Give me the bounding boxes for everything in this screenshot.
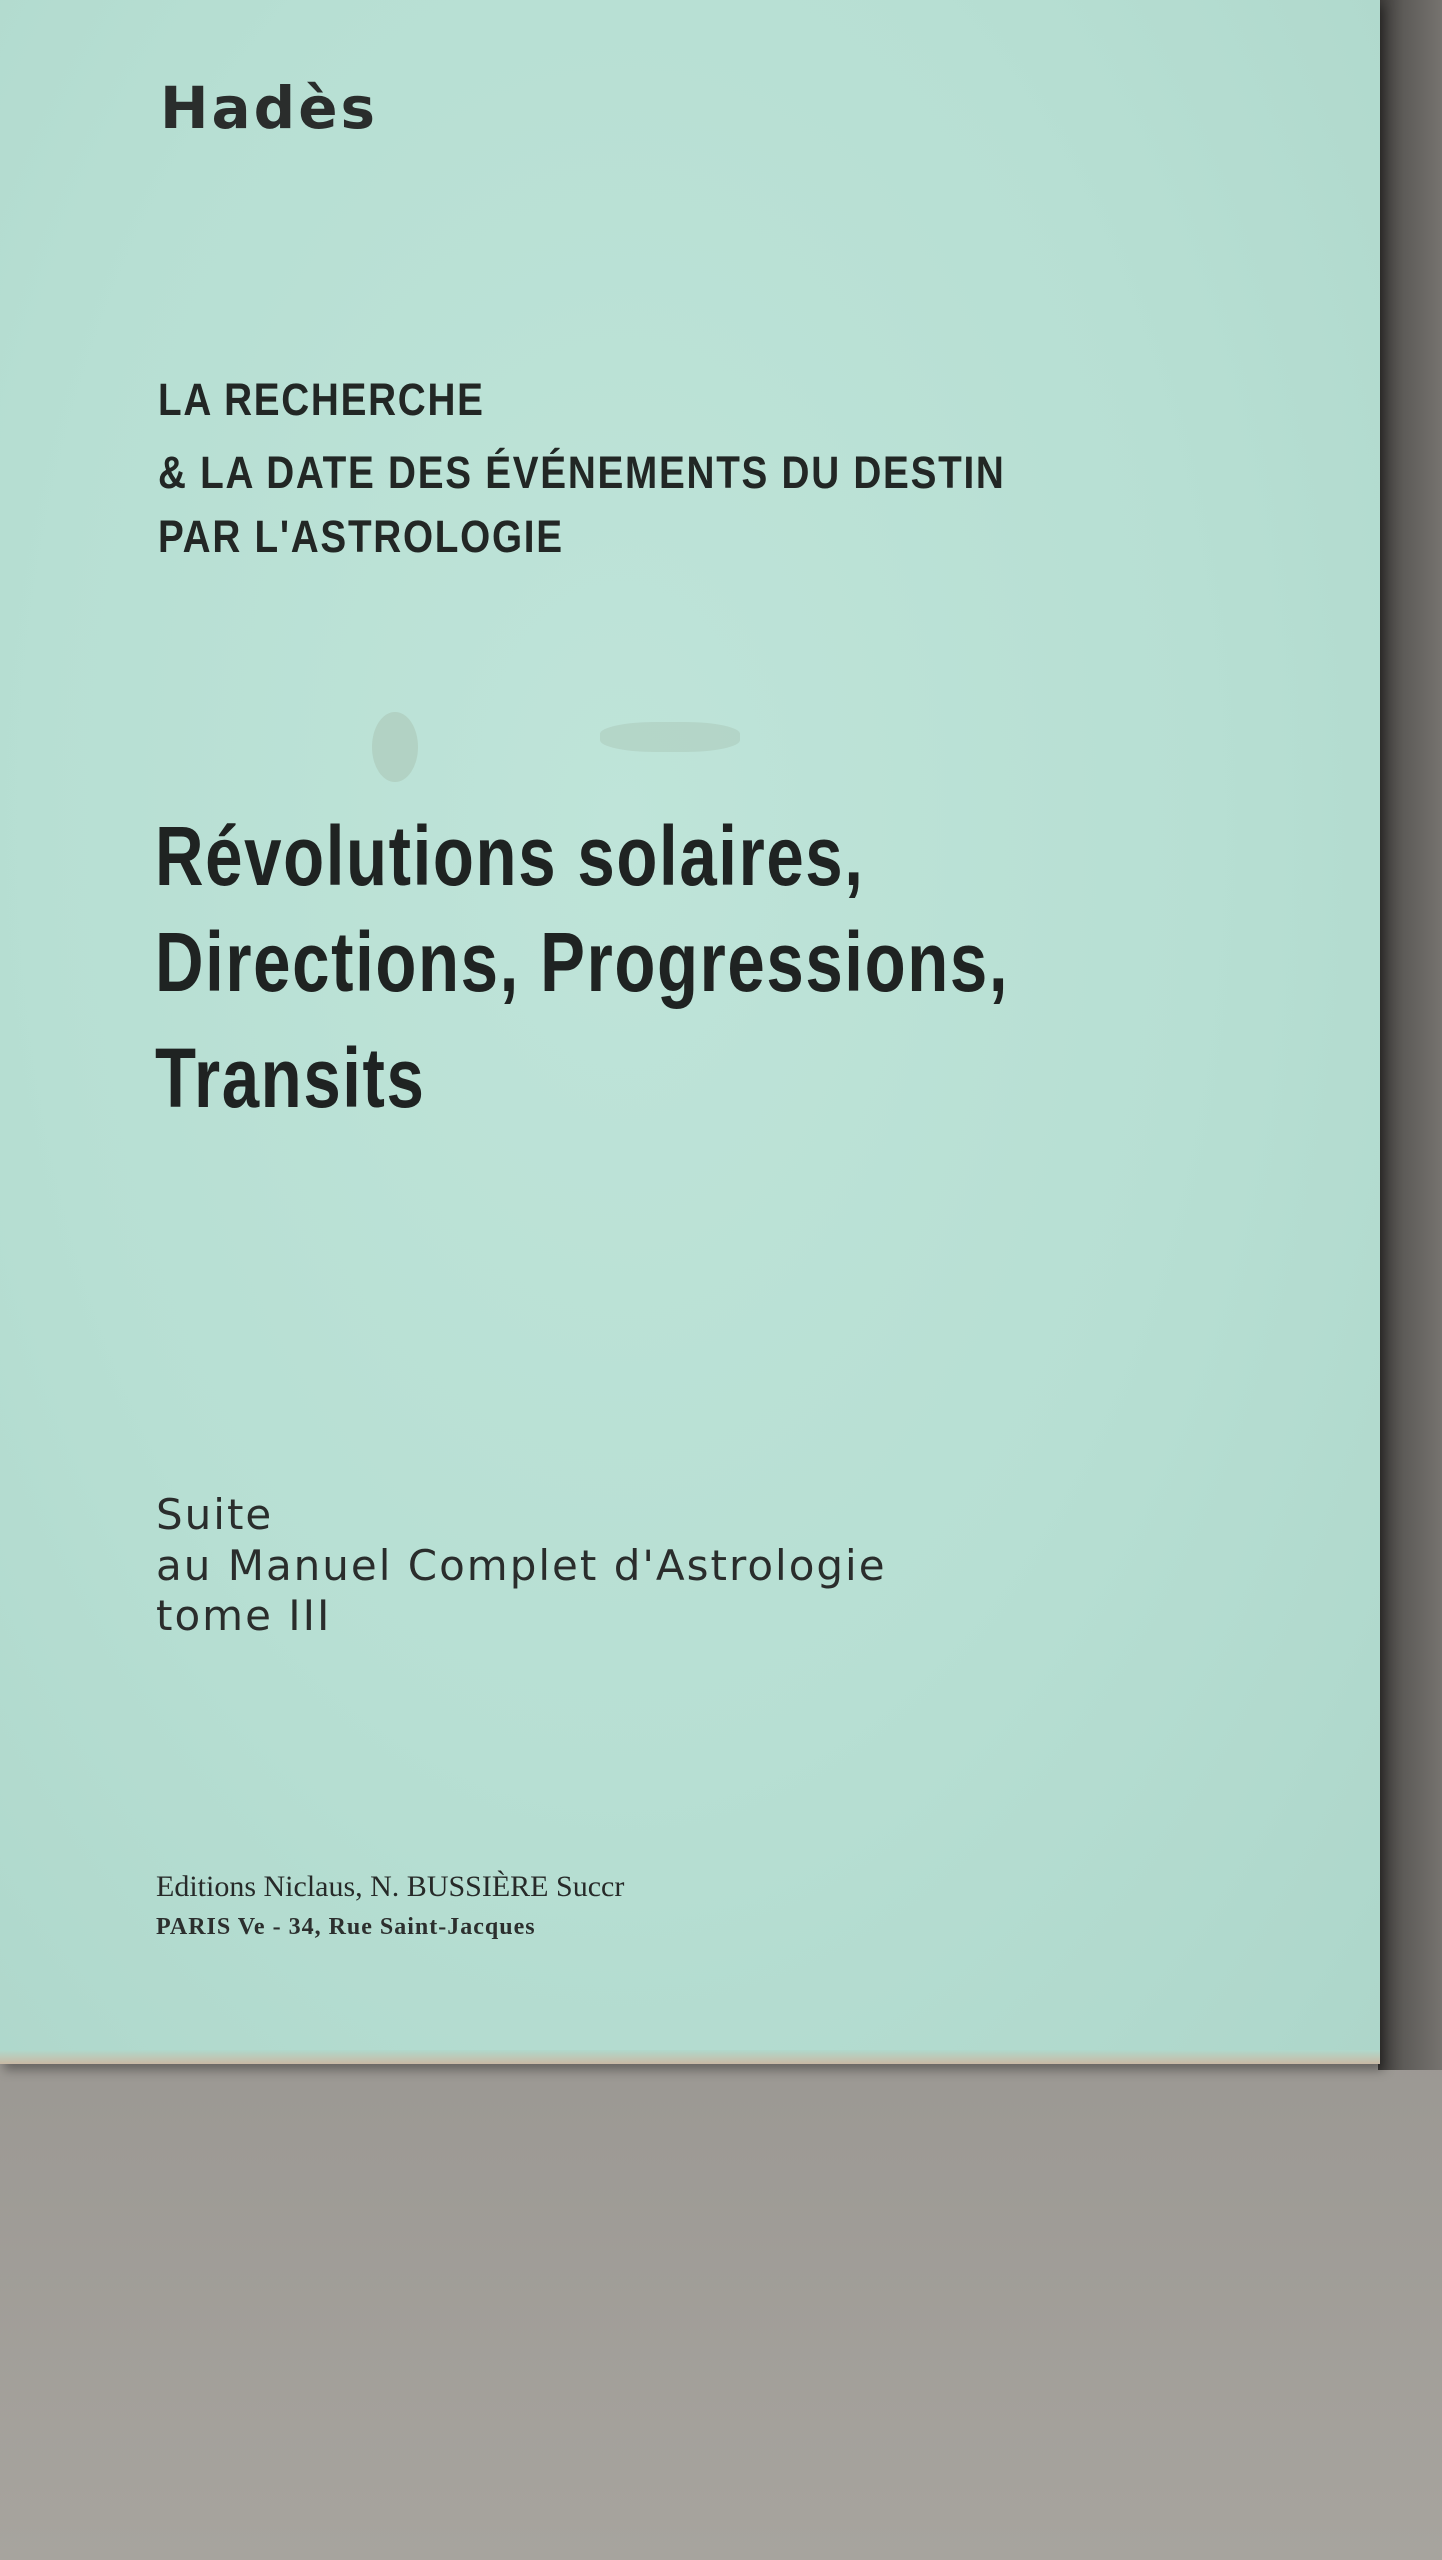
cover-stain	[372, 712, 418, 782]
author-name: Hadès	[160, 74, 379, 142]
title-line-1: Révolutions solaires,	[155, 809, 865, 903]
cover-bottom-edge	[0, 2050, 1380, 2064]
suite-line-3: tome III	[156, 1591, 332, 1640]
series-line-3: PAR L'ASTROLOGIE	[158, 511, 564, 562]
series-line-2: & LA DATE DES ÉVÉNEMENTS DU DESTIN	[158, 447, 1006, 498]
publisher-line: Editions Niclaus, N. BUSSIÈRE Succr	[156, 1870, 625, 1903]
book-side-shadow	[1378, 0, 1442, 2070]
suite-line-2: au Manuel Complet d'Astrologie	[156, 1541, 887, 1590]
publisher-address: PARIS Ve - 34, Rue Saint-Jacques	[156, 1914, 536, 1940]
series-line-1: LA RECHERCHE	[158, 374, 485, 425]
cover-stain	[600, 722, 740, 752]
suite-line-1: Suite	[156, 1490, 274, 1539]
title-line-2: Directions, Progressions,	[155, 915, 1010, 1009]
title-line-3: Transits	[155, 1031, 426, 1125]
